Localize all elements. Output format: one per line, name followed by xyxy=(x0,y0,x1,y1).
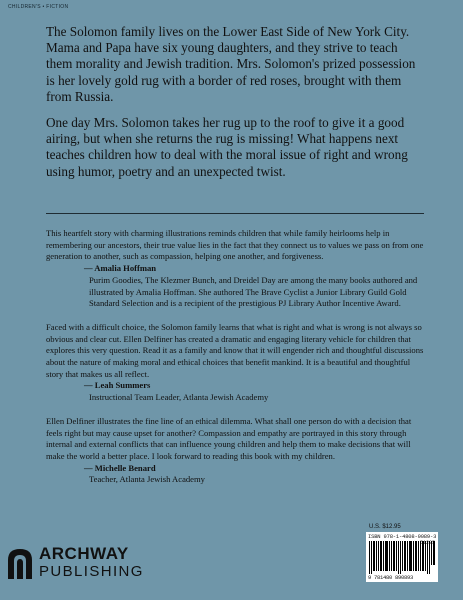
reviewer-role: Teacher, Atlanta Jewish Academy xyxy=(89,474,205,485)
intro-paragraph-2: One day Mrs. Solomon takes her rug up to the roof to give it a good airing, but when she returns the rug is missing! What happens next teaches children how to deal with the moral issue of right and wrong using humor, poetry and an unexpected twist. xyxy=(46,115,408,179)
reviewer-role: Instructional Team Leader, Atlanta Jewish Academy xyxy=(89,392,269,403)
category-label: CHILDREN'S • FICTION xyxy=(8,4,69,10)
reviewer-name: — Amalia Hoffman xyxy=(84,263,157,274)
review-attribution xyxy=(46,463,424,486)
divider xyxy=(46,213,424,214)
review-quote: Ellen Delfiner illustrates the fine line of an ethical dilemma. What shall one person do with a decision that feels right but may cause upset for another? Compassion and empathy are portrayed in this story through internal and external conflicts that can influence young children and help them to make decisions that will make the world a better place. I look forward to reading this book with my children. xyxy=(46,415,412,461)
review-quote: Faced with a difficult choice, the Solomon family learns that what is right and what is wrong is not always so obvious and clear cut. Ellen Delfiner has created a dramatic and engaging literary vehicle for children that explores this very question. Read it as a family and know that it will engender rich and thoughtful discussions about the nature of making moral and ethical choices that benefit mankind. It is a beautiful and thoughtful story that makes us all reflect. xyxy=(46,321,424,379)
barcode-digits: 9 781480 890893 xyxy=(368,574,414,581)
reviewer-name: — Leah Summers xyxy=(84,380,151,391)
reviews-section xyxy=(46,228,424,498)
barcode-bars-icon xyxy=(369,541,435,574)
review-attribution xyxy=(46,380,424,403)
review xyxy=(46,416,424,486)
price-label: U.S. $12.95 xyxy=(369,524,401,530)
review xyxy=(46,322,424,404)
review xyxy=(46,228,424,310)
publisher-logo xyxy=(6,544,166,584)
publisher-name-line2: PUBLISHING xyxy=(39,563,144,580)
reviewer-name: — Michelle Benard xyxy=(84,462,156,473)
reviewer-role: Purim Goodies, The Klezmer Bunch, and Dreidel Day are among the many books authored and illustrated by Amalia Hoffman. She authored The Brave Cyclist a Junior Library Guild Gold Standard Selection and is a recipient of the prestigious PJ Library Author Incentive Award. xyxy=(89,274,418,309)
intro-text xyxy=(46,24,426,180)
isbn-text: ISBN 978-1-4808-9089-3 xyxy=(368,533,436,540)
publisher-name-line1: ARCHWAY xyxy=(39,544,129,563)
review-quote: This heartfelt story with charming illustrations reminds children that while family heirlooms help in remembering our ancestors, their true value lies in the fact that they connect us to values we pass on from one generation to another, such as compassion, helping one another, and forgiveness. xyxy=(46,228,424,262)
intro-paragraph-1: The Solomon family lives on the Lower East Side of New York City. Mama and Papa have six young daughters, and they strive to teach them morality and Jewish tradition. Mrs. Solomon's prized possession is her lovely gold rug with a border of red roses, brought with them from Russia. xyxy=(46,24,416,104)
archway-logo-icon xyxy=(6,546,34,580)
review-attribution xyxy=(46,263,424,310)
barcode xyxy=(366,532,438,582)
